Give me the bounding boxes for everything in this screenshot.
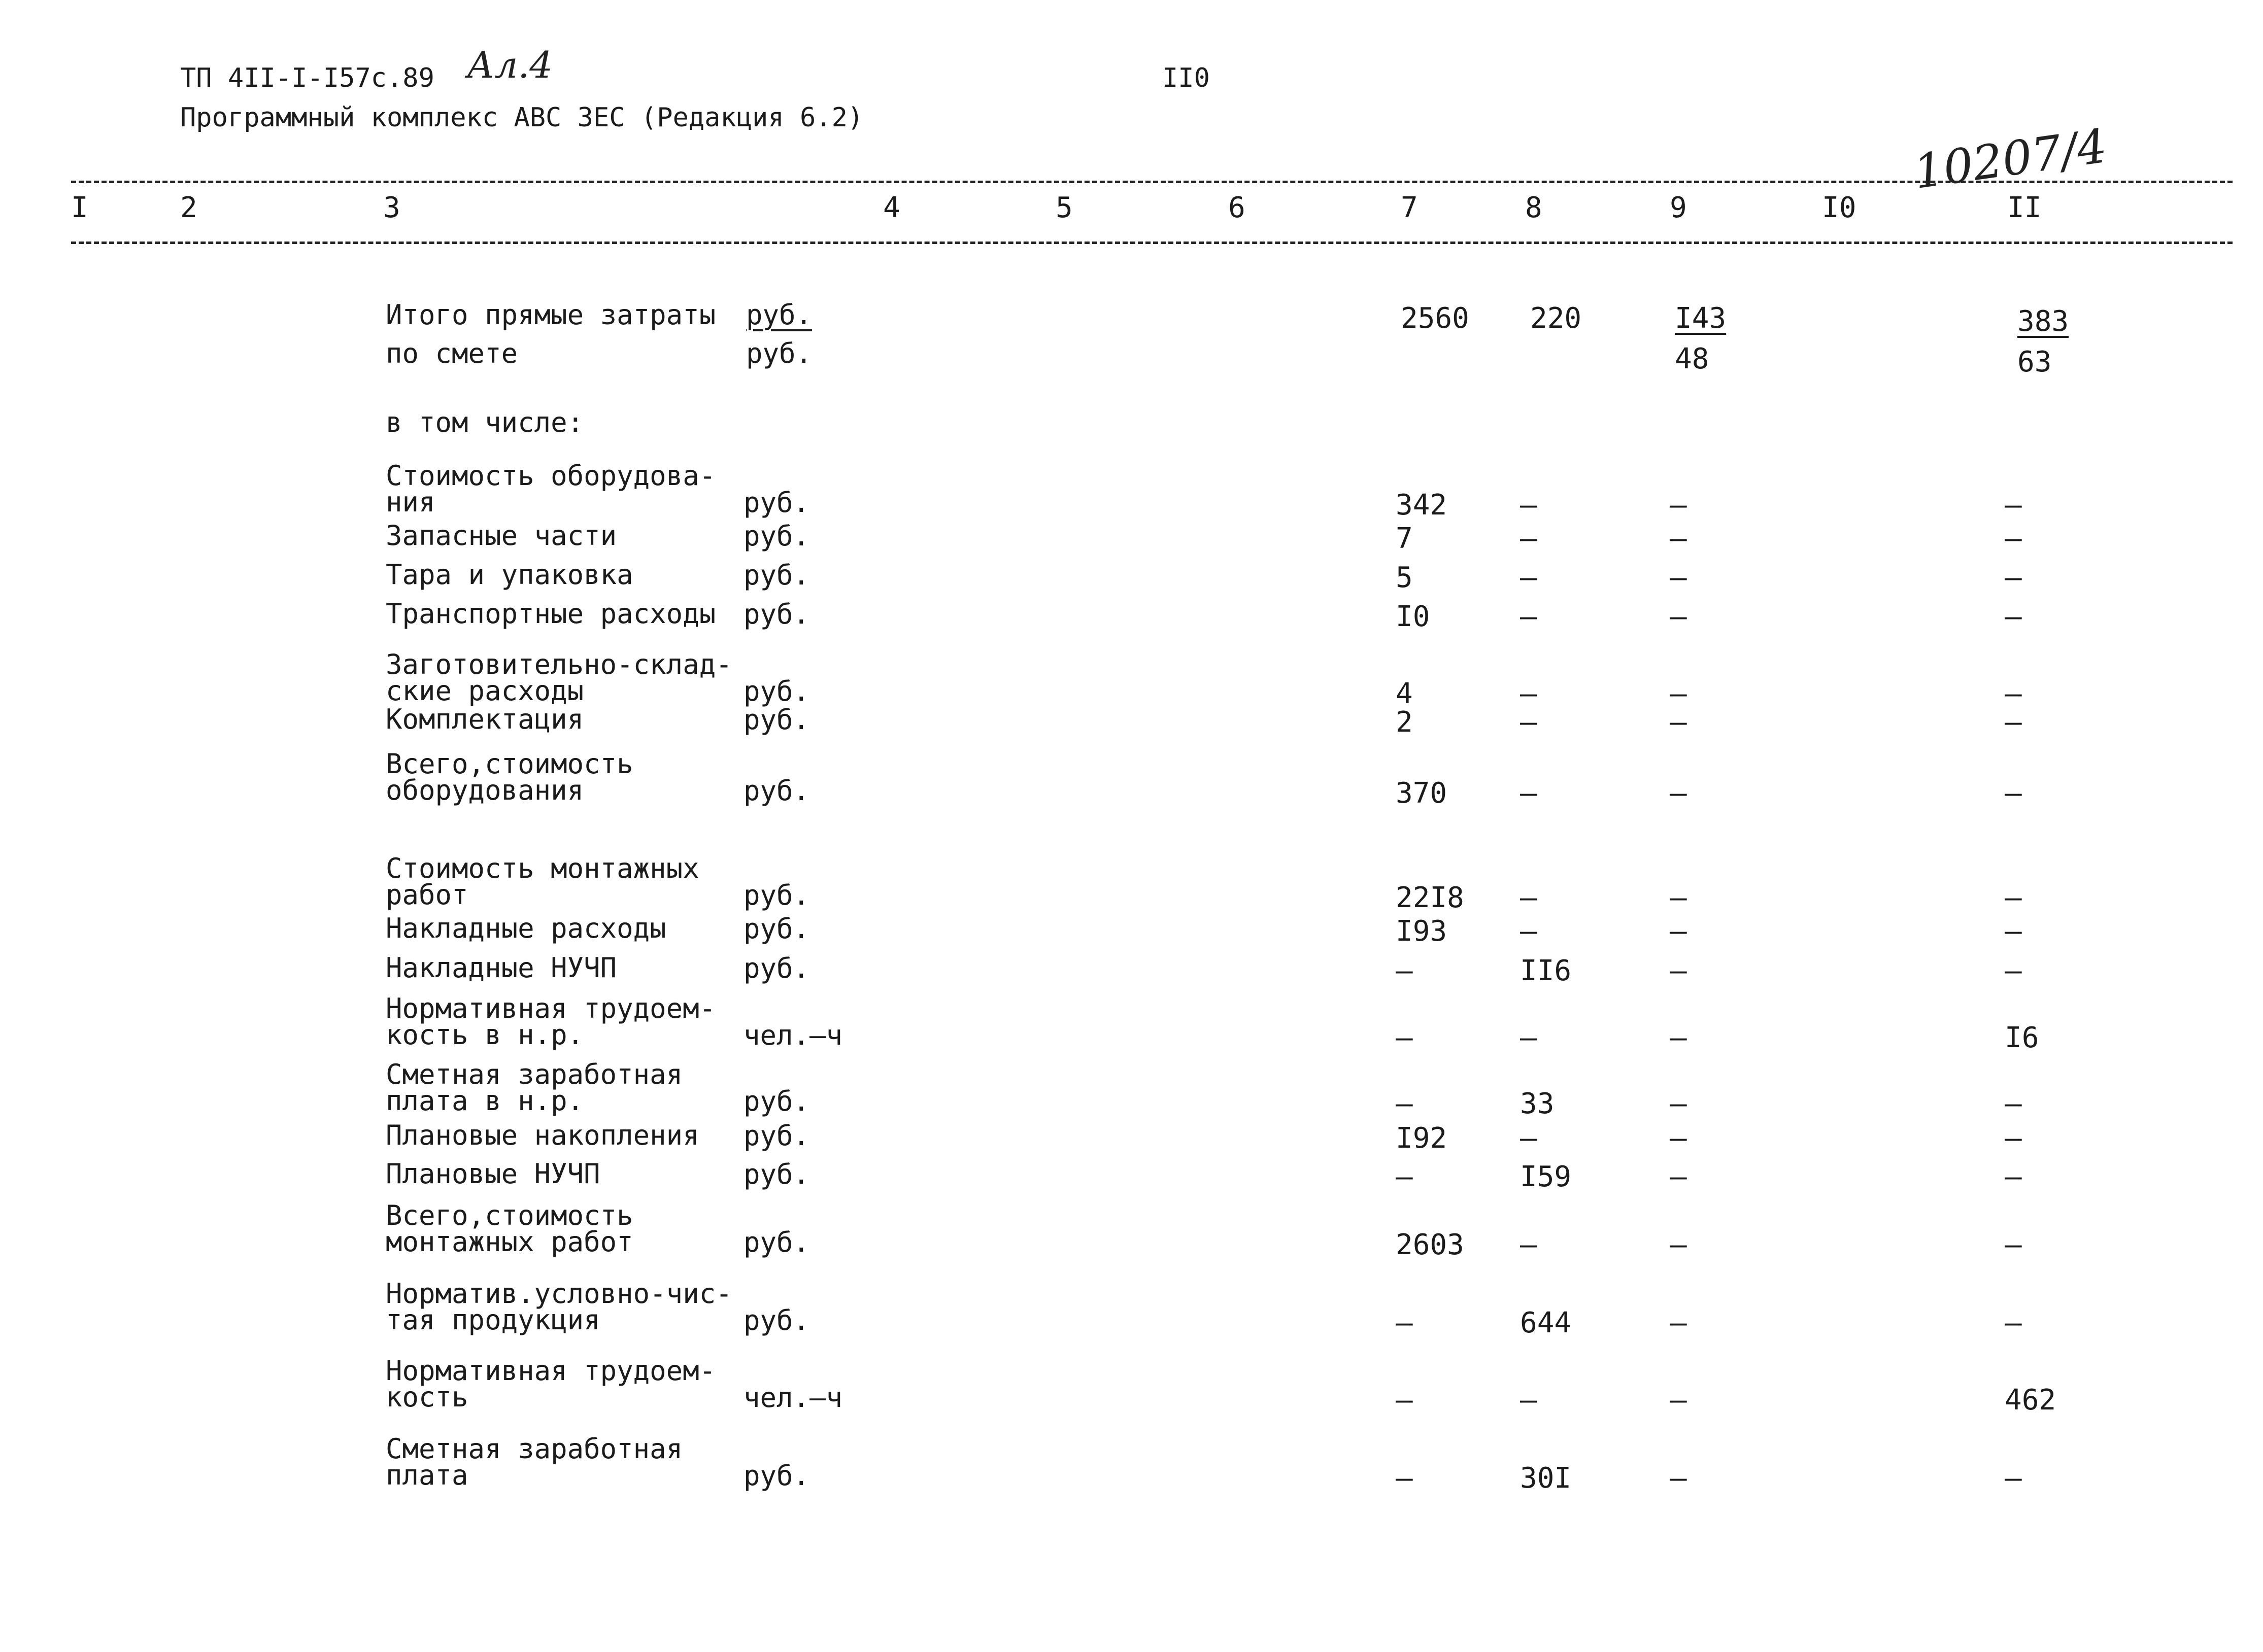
- row-value-c9: –: [1670, 1087, 1687, 1120]
- row-value-c11: I6: [2005, 1021, 2039, 1054]
- row-value-c11: –: [2005, 777, 2022, 810]
- column-number: 4: [883, 191, 900, 224]
- row-value-c9: –: [1670, 561, 1687, 594]
- row-value-c7: 2603: [1396, 1228, 1464, 1261]
- row-value-c7: 370: [1396, 777, 1447, 810]
- row-value-c8: –: [1520, 915, 1537, 948]
- row-value-c11: –: [2005, 1228, 2022, 1261]
- row-label: Норматив.условно-чис- тая продукция: [386, 1278, 732, 1336]
- row-value-c7: –: [1396, 1021, 1413, 1054]
- row-value-c9: –: [1670, 677, 1687, 710]
- row-value-c11: –: [2005, 881, 2022, 914]
- row-label: Стоимость оборудова- ния: [386, 460, 716, 518]
- row-value-c9: –: [1670, 777, 1687, 810]
- row-label: Транспортные расходы: [386, 598, 716, 630]
- row-value-c9: –: [1670, 881, 1687, 914]
- header-rule-bottom: [71, 242, 2233, 244]
- row-value-c7: –: [1396, 1384, 1413, 1417]
- row-value-c9: –: [1670, 915, 1687, 948]
- row-label: Стоимость монтажных работ: [386, 852, 699, 911]
- row-value-c11: –: [2005, 600, 2022, 633]
- column-number: I0: [1822, 191, 1856, 224]
- column-number: 8: [1525, 191, 1542, 224]
- row-value-c11: –: [2005, 561, 2022, 594]
- direct-costs-label: Итого прямые затраты: [386, 299, 716, 331]
- row-value-c9: –: [1670, 600, 1687, 633]
- column-number: 7: [1401, 191, 1418, 224]
- row-value-c8: –: [1520, 1122, 1537, 1155]
- row-value-c11: –: [2005, 1160, 2022, 1193]
- row-label: Сметная заработная плата: [386, 1433, 683, 1491]
- row-value-c9: –: [1670, 954, 1687, 987]
- row-value-c7: 7: [1396, 522, 1413, 555]
- row-unit: руб.: [744, 1120, 810, 1152]
- row-value-c7: 4: [1396, 677, 1413, 710]
- row-value-c9: –: [1670, 522, 1687, 555]
- row-label: Нормативная трудоем- кость в н.р.: [386, 992, 716, 1051]
- row-value-c8: –: [1520, 1384, 1537, 1417]
- header-rule-top: [71, 181, 2233, 183]
- row-value-c8: –: [1520, 1021, 1537, 1054]
- row-value-c11: –: [2005, 1306, 2022, 1339]
- direct-costs-col8: 220: [1530, 302, 1582, 335]
- row-unit: чел.–ч: [744, 1019, 843, 1051]
- row-unit: руб.: [744, 1304, 810, 1336]
- row-label: Плановые НУЧП: [386, 1158, 600, 1190]
- row-value-c11: –: [2005, 706, 2022, 739]
- row-label: Плановые накопления: [386, 1119, 699, 1151]
- row-unit: руб.: [744, 952, 810, 984]
- program-title: Программный комплекс АВС ЗЕС (Редакция 6.2): [180, 102, 864, 133]
- row-unit: руб.: [744, 1158, 810, 1190]
- document-code: ТП 4II-I-I57с.89: [180, 63, 434, 93]
- page-number: II0: [1162, 63, 1210, 93]
- column-number: 6: [1228, 191, 1245, 224]
- row-value-c9: –: [1670, 1462, 1687, 1495]
- handwritten-sheet-mark: Ал.4: [467, 44, 553, 86]
- row-value-c8: II6: [1520, 954, 1572, 987]
- column-number: 9: [1670, 191, 1687, 224]
- row-value-c9: –: [1670, 1384, 1687, 1417]
- column-number: 5: [1056, 191, 1073, 224]
- row-value-c7: 342: [1396, 489, 1447, 522]
- row-unit: руб.: [744, 1085, 810, 1117]
- row-value-c11: –: [2005, 489, 2022, 522]
- row-unit: руб.: [744, 675, 810, 707]
- row-label: Запасные части: [386, 520, 617, 552]
- direct-costs-col11-top: 383: [2017, 305, 2069, 338]
- row-value-c9: –: [1670, 1021, 1687, 1054]
- row-value-c7: –: [1396, 1160, 1413, 1193]
- row-unit: руб.: [744, 1226, 810, 1258]
- row-value-c8: –: [1520, 706, 1537, 739]
- row-unit: руб.: [744, 598, 810, 630]
- row-label: Накладные НУЧП: [386, 952, 617, 984]
- column-number: 3: [383, 191, 400, 224]
- row-label: Всего,стоимость оборудования: [386, 748, 633, 806]
- row-value-c9: –: [1670, 1306, 1687, 1339]
- row-value-c7: 5: [1396, 561, 1413, 594]
- row-value-c9: –: [1670, 489, 1687, 522]
- direct-costs-col7: 2560: [1401, 302, 1469, 335]
- row-value-c8: –: [1520, 777, 1537, 810]
- row-value-c8: –: [1520, 489, 1537, 522]
- row-value-c7: 22I8: [1396, 881, 1464, 914]
- row-unit: руб.: [744, 559, 810, 591]
- row-value-c11: –: [2005, 522, 2022, 555]
- row-value-c9: –: [1670, 1122, 1687, 1155]
- row-value-c7: –: [1396, 1462, 1413, 1495]
- row-value-c9: –: [1670, 1160, 1687, 1193]
- row-value-c8: –: [1520, 677, 1537, 710]
- row-value-c7: 2: [1396, 706, 1413, 739]
- row-value-c8: –: [1520, 522, 1537, 555]
- row-unit: чел.–ч: [744, 1382, 843, 1414]
- row-label: Сметная заработная плата в н.р.: [386, 1058, 683, 1117]
- row-value-c7: I0: [1396, 600, 1430, 633]
- including-label: в том числе:: [386, 406, 584, 438]
- row-value-c7: I93: [1396, 915, 1447, 948]
- row-value-c9: –: [1670, 1228, 1687, 1261]
- column-number: I: [71, 191, 88, 224]
- row-unit: руб.: [744, 775, 810, 807]
- row-value-c8: –: [1520, 1228, 1537, 1261]
- row-value-c8: 644: [1520, 1306, 1572, 1339]
- column-number: II: [2007, 191, 2042, 224]
- row-unit: руб.: [744, 1460, 810, 1492]
- direct-costs-unit: руб.: [746, 299, 813, 331]
- row-value-c7: –: [1396, 954, 1413, 987]
- column-number: 2: [180, 191, 197, 224]
- row-value-c9: –: [1670, 706, 1687, 739]
- row-value-c11: –: [2005, 1122, 2022, 1155]
- row-value-c7: –: [1396, 1087, 1413, 1120]
- row-value-c11: –: [2005, 915, 2022, 948]
- row-value-c11: 462: [2005, 1384, 2056, 1417]
- row-label: Нормативная трудоем- кость: [386, 1355, 716, 1413]
- row-label: Накладные расходы: [386, 912, 666, 944]
- row-value-c7: –: [1396, 1306, 1413, 1339]
- row-label: Заготовительно-склад- ские расходы: [386, 648, 732, 707]
- row-value-c7: I92: [1396, 1122, 1447, 1155]
- row-unit: руб.: [744, 879, 810, 911]
- row-value-c8: I59: [1520, 1160, 1572, 1193]
- row-unit: руб.: [744, 520, 810, 552]
- row-unit: руб.: [744, 913, 810, 945]
- direct-costs-col11-bottom: 63: [2017, 346, 2052, 378]
- row-value-c8: –: [1520, 561, 1537, 594]
- direct-costs-col9-top: I43: [1675, 302, 1727, 335]
- row-label: Всего,стоимость монтажных работ: [386, 1199, 633, 1258]
- direct-costs-col9-bottom: 48: [1675, 342, 1709, 375]
- row-value-c11: –: [2005, 954, 2022, 987]
- row-value-c11: –: [2005, 677, 2022, 710]
- row-value-c11: –: [2005, 1462, 2022, 1495]
- row-label: Комплектация: [386, 703, 584, 735]
- row-value-c8: 33: [1520, 1087, 1555, 1120]
- direct-costs-unit-line2: руб.: [746, 337, 813, 369]
- handwritten-inventory-number: 10207/4: [1910, 118, 2110, 200]
- direct-costs-label-line2: по смете: [386, 337, 518, 369]
- row-unit: руб.: [744, 704, 810, 736]
- row-value-c11: –: [2005, 1087, 2022, 1120]
- row-value-c8: 30I: [1520, 1462, 1572, 1495]
- row-value-c8: –: [1520, 600, 1537, 633]
- row-label: Тара и упаковка: [386, 559, 633, 591]
- row-unit: руб.: [744, 487, 810, 519]
- row-value-c8: –: [1520, 881, 1537, 914]
